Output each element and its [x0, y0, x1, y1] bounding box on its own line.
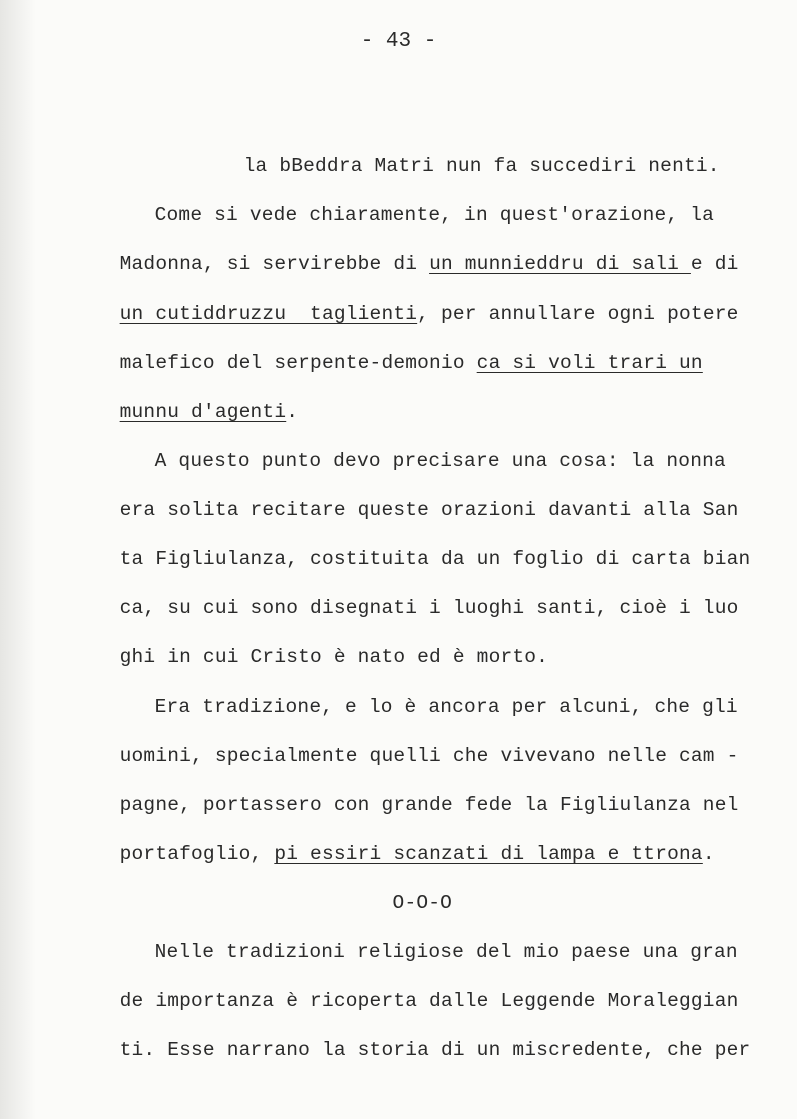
text-span: , per annullare ogni potere — [417, 303, 739, 325]
text-span: e di — [690, 253, 739, 275]
text-span: la bBeddra Matri nun fa succediri nenti. — [243, 155, 720, 177]
text-span: . — [702, 843, 715, 865]
text-span: . — [286, 401, 299, 423]
text-span: de importanza è ricoperta dalle Leggende Moraleggian — [119, 990, 739, 1012]
text-span: Madonna, si servirebbe di — [119, 253, 430, 275]
text-span: O-O-O — [392, 892, 453, 914]
text-span: ca, su cui sono disegnati i luoghi santi, cioè i luo — [119, 597, 739, 619]
underlined-phrase: ca si voli trari un — [476, 352, 703, 374]
text-span: Nelle tradizioni religiose del mio paese una gran — [154, 941, 738, 963]
scan-edge-shadow — [0, 0, 36, 1119]
underlined-phrase: un cutiddruzzu taglienti — [119, 303, 418, 325]
underlined-phrase: un munnieddru di sali — [429, 253, 691, 275]
text-span: ta Figliulanza, costituita da un foglio di carta bian — [119, 548, 751, 570]
text-span: A questo punto devo precisare una cosa: la nonna — [154, 450, 726, 472]
text-span: portafoglio, — [119, 843, 275, 865]
underlined-phrase: munnu d'agenti — [119, 401, 287, 423]
text-line — [72, 1017, 750, 1083]
text-span: ti. Esse narrano la storia di un miscredente, che per — [119, 1039, 751, 1061]
underlined-phrase: pi essiri scanzati di lampa e ttrona — [274, 843, 703, 865]
text-span: era solita recitare queste orazioni davanti alla San — [119, 499, 739, 521]
text-span: pagne, portassero con grande fede la Figliulanza nel — [119, 794, 739, 816]
text-span: malefico del serpente-demonio — [119, 352, 477, 374]
text-span: ghi in cui Cristo è nato ed è morto. — [119, 646, 549, 668]
text-span: uomini, specialmente quelli che vivevano nelle cam - — [119, 745, 739, 767]
text-span: Era tradizione, e lo è ancora per alcuni, che gli — [154, 696, 738, 718]
text-span: Come si vede chiaramente, in quest'orazione, la — [154, 204, 714, 226]
page-number: - 43 - — [360, 30, 437, 53]
